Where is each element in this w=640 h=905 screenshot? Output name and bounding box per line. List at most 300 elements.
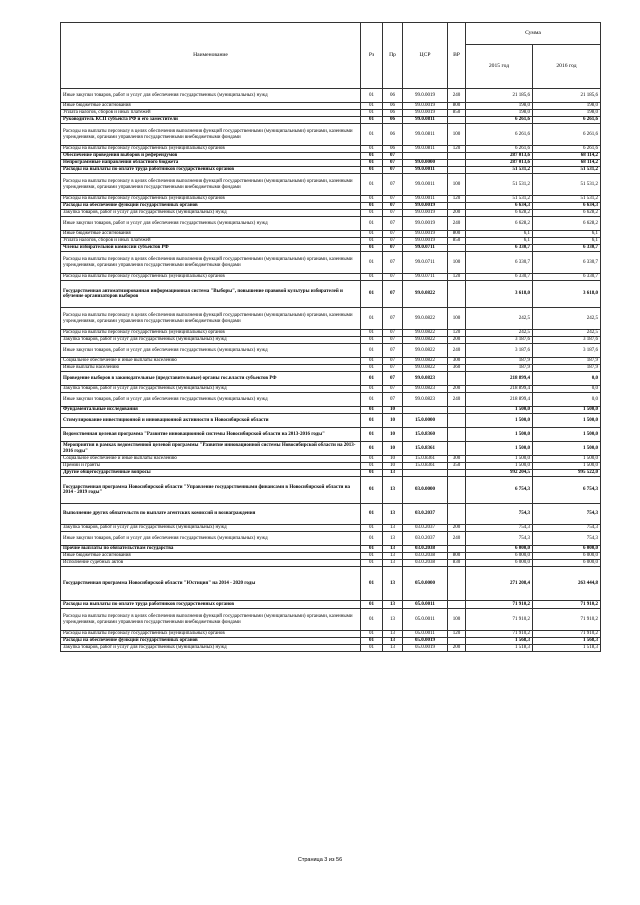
cell-y2: 1 568,3 <box>533 638 601 645</box>
cell-y1: 198,0 <box>466 110 533 117</box>
cell-y2: 263 444,8 <box>533 567 601 601</box>
table-row <box>61 393 601 407</box>
cell-pr: 07 <box>383 238 403 245</box>
cell-csr: 99.0.0019 <box>403 203 448 210</box>
cell-csr <box>403 153 448 160</box>
budget-table <box>60 22 601 652</box>
cell-vr: 200 <box>448 525 466 532</box>
cell-y2: 71 910,2 <box>533 631 601 638</box>
cell-y2: 187,9 <box>533 358 601 365</box>
cell-y2: 68 114,2 <box>533 160 601 167</box>
cell-rz: 01 <box>361 470 383 477</box>
cell-name: Ведомственная целевая программа "Развитие инновационной системы Новосибирской области на 2013-2016 годы" <box>61 428 361 442</box>
cell-rz: 01 <box>361 525 383 532</box>
cell-vr: 800 <box>448 231 466 238</box>
cell-y1: 754,3 <box>466 532 533 546</box>
cell-vr <box>448 245 466 252</box>
cell-name: Расходы на выплаты персоналу в целях обеспечения выполнения функций государственными (муниципальными) органами, казенными учреждениями, органами управления государственными внебюджетными фондами <box>61 609 361 631</box>
cell-pr: 07 <box>383 217 403 231</box>
cell-name: Проведение выборов в законодательные (представительные) органы гос.власти субъектов РФ <box>61 372 361 386</box>
cell-y2: 242,5 <box>533 308 601 330</box>
cell-y2: 6 330,7 <box>533 245 601 252</box>
cell-name: Уплата налогов, сборов и иных платежей <box>61 238 361 245</box>
cell-vr <box>448 153 466 160</box>
table-row <box>61 160 601 167</box>
table-row <box>61 553 601 560</box>
table-row <box>61 103 601 110</box>
cell-pr: 06 <box>383 124 403 146</box>
cell-pr: 07 <box>383 337 403 344</box>
cell-pr: 07 <box>383 330 403 337</box>
cell-pr: 13 <box>383 525 403 532</box>
cell-y2: 1 500,0 <box>533 442 601 456</box>
cell-name: Расходы на выплаты по оплате труда работников государственных органов <box>61 601 361 609</box>
cell-rz: 01 <box>361 124 383 146</box>
table-row <box>61 638 601 645</box>
cell-rz: 01 <box>361 146 383 153</box>
cell-vr <box>448 567 466 601</box>
table-row <box>61 217 601 231</box>
table-row <box>61 110 601 117</box>
cell-y2: 1 500,0 <box>533 407 601 414</box>
cell-pr: 13 <box>383 631 403 638</box>
cell-vr <box>448 601 466 609</box>
table-row <box>61 117 601 124</box>
table-row <box>61 631 601 638</box>
cell-vr <box>448 160 466 167</box>
cell-pr: 10 <box>383 456 403 463</box>
cell-rz: 01 <box>361 153 383 160</box>
cell-name: Руководитель КСП субъекта РФ и его заместители <box>61 117 361 124</box>
cell-y1: 6 000,0 <box>466 546 533 553</box>
cell-name: Исполнение судебных актов <box>61 560 361 567</box>
cell-y1: 6 000,0 <box>466 553 533 560</box>
cell-y2: 0,0 <box>533 386 601 393</box>
cell-pr: 10 <box>383 428 403 442</box>
cell-pr: 13 <box>383 609 403 631</box>
cell-rz: 01 <box>361 504 383 525</box>
cell-y2: 6 261,6 <box>533 124 601 146</box>
cell-y2: 6 261,6 <box>533 146 601 153</box>
cell-y2: 21 185,6 <box>533 89 601 103</box>
cell-y1: 1 500,0 <box>466 414 533 428</box>
cell-vr: 360 <box>448 365 466 372</box>
cell-y1: 6 330,7 <box>466 245 533 252</box>
cell-y1: 1 568,3 <box>466 638 533 645</box>
cell-name: Расходы на обеспечение функций государственных органов <box>61 638 361 645</box>
cell-rz: 01 <box>361 386 383 393</box>
cell-vr <box>448 407 466 414</box>
cell-y1: 3 187,6 <box>466 344 533 358</box>
cell-csr: 03.0.2038 <box>403 546 448 553</box>
cell-rz: 01 <box>361 393 383 407</box>
cell-rz: 01 <box>361 308 383 330</box>
header-sum: Сумма <box>466 23 601 45</box>
table-row <box>61 463 601 470</box>
table-row <box>61 281 601 308</box>
cell-name: Расходы на выплаты персоналу государственных (муниципальных) органов <box>61 196 361 203</box>
header-rz: Рз <box>361 23 383 89</box>
cell-pr: 06 <box>383 117 403 124</box>
cell-vr: 800 <box>448 553 466 560</box>
cell-vr: 240 <box>448 532 466 546</box>
cell-name: Прочие выплаты по обязательствам государства <box>61 546 361 553</box>
table-row <box>61 525 601 532</box>
table-row <box>61 153 601 160</box>
cell-csr: 03.0.2037 <box>403 532 448 546</box>
cell-name: Расходы на выплаты персоналу в целях обеспечения выполнения функций государственными (муниципальными) органами, казенными учреждениями, органами управления государственными внебюджетными фондами <box>61 252 361 274</box>
cell-csr: 15.0.8360 <box>403 428 448 442</box>
cell-y2: 187,9 <box>533 365 601 372</box>
cell-name: Стимулирование инвестиционной и инновационной активности в Новосибирской области <box>61 414 361 428</box>
cell-y1: 242,5 <box>466 330 533 337</box>
cell-y1: 71 910,2 <box>466 601 533 609</box>
cell-y1: 6 330,7 <box>466 274 533 281</box>
cell-pr: 13 <box>383 638 403 645</box>
cell-y1: 1 500,0 <box>466 442 533 456</box>
cell-csr: 99.0.0711 <box>403 252 448 274</box>
cell-y1: 6 000,0 <box>466 560 533 567</box>
cell-name: Члены избирательной комиссии субъектов РФ <box>61 245 361 252</box>
cell-rz: 01 <box>361 546 383 553</box>
cell-csr: 03.0.2037 <box>403 504 448 525</box>
cell-name: Непрограммные направления областного бюджета <box>61 160 361 167</box>
cell-csr: 99.0.0811 <box>403 146 448 153</box>
cell-vr: 300 <box>448 456 466 463</box>
cell-y1: 6,1 <box>466 231 533 238</box>
cell-rz: 01 <box>361 344 383 358</box>
table-row <box>61 344 601 358</box>
cell-y2: 1 518,3 <box>533 645 601 652</box>
table-row <box>61 167 601 174</box>
cell-y1: 3 187,6 <box>466 337 533 344</box>
cell-y1: 6 628,2 <box>466 217 533 231</box>
cell-csr: 05.0.0000 <box>403 567 448 601</box>
cell-csr: 15.0.8361 <box>403 456 448 463</box>
cell-pr: 10 <box>383 463 403 470</box>
cell-vr: 100 <box>448 252 466 274</box>
cell-vr: 120 <box>448 274 466 281</box>
cell-y2: 51 531,2 <box>533 174 601 196</box>
cell-csr <box>403 407 448 414</box>
cell-name: Иные закупки товаров, работ и услуг для обеспечения государственных (муниципальных) нужд <box>61 393 361 407</box>
cell-y1: 218 899,4 <box>466 386 533 393</box>
cell-pr: 06 <box>383 110 403 117</box>
cell-vr <box>448 546 466 553</box>
cell-csr: 99.0.0823 <box>403 372 448 386</box>
cell-name: Закупка товаров, работ и услуг для государственных (муниципальных) нужд <box>61 210 361 217</box>
cell-y1: 1 500,0 <box>466 456 533 463</box>
cell-name: Обеспечение проведения выборов и референдумов <box>61 153 361 160</box>
cell-y1: 1 500,0 <box>466 463 533 470</box>
cell-rz: 01 <box>361 442 383 456</box>
cell-csr: 99.0.0711 <box>403 245 448 252</box>
cell-pr: 07 <box>383 281 403 308</box>
cell-y2: 51 531,2 <box>533 167 601 174</box>
table-row <box>61 89 601 103</box>
cell-vr <box>448 117 466 124</box>
cell-vr: 120 <box>448 631 466 638</box>
cell-rz: 01 <box>361 372 383 386</box>
table-row <box>61 337 601 344</box>
cell-csr: 99.0.0822 <box>403 308 448 330</box>
cell-csr: 05.0.0011 <box>403 631 448 638</box>
cell-y2: 6 000,0 <box>533 546 601 553</box>
cell-csr: 99.0.0019 <box>403 238 448 245</box>
cell-vr: 200 <box>448 645 466 652</box>
table-row <box>61 456 601 463</box>
table-row <box>61 407 601 414</box>
cell-rz: 01 <box>361 567 383 601</box>
cell-name: Расходы на выплаты персоналу государственных (муниципальных) органов <box>61 274 361 281</box>
cell-y1: 242,5 <box>466 308 533 330</box>
cell-vr: 100 <box>448 124 466 146</box>
cell-y1: 6 261,6 <box>466 117 533 124</box>
cell-y2: 71 910,2 <box>533 609 601 631</box>
cell-csr: 03.0.2038 <box>403 553 448 560</box>
cell-csr: 03.0.2037 <box>403 525 448 532</box>
cell-y2: 6 330,7 <box>533 274 601 281</box>
cell-csr: 05.0.0011 <box>403 601 448 609</box>
cell-y2: 6 330,7 <box>533 252 601 274</box>
table-row <box>61 365 601 372</box>
cell-rz: 01 <box>361 365 383 372</box>
cell-vr <box>448 504 466 525</box>
cell-y1: 51 531,2 <box>466 174 533 196</box>
cell-vr: 240 <box>448 344 466 358</box>
cell-name: Иные закупки товаров, работ и услуг для обеспечения государственных (муниципальных) нужд <box>61 532 361 546</box>
cell-y2: 3 187,6 <box>533 344 601 358</box>
cell-y1: 187,9 <box>466 365 533 372</box>
cell-y1: 218 899,4 <box>466 372 533 386</box>
cell-pr: 07 <box>383 386 403 393</box>
cell-rz: 01 <box>361 414 383 428</box>
cell-pr: 13 <box>383 645 403 652</box>
cell-rz: 01 <box>361 463 383 470</box>
cell-y1: 287 013,6 <box>466 153 533 160</box>
cell-y2: 1 500,0 <box>533 428 601 442</box>
cell-pr: 07 <box>383 160 403 167</box>
cell-rz: 01 <box>361 601 383 609</box>
cell-pr: 07 <box>383 174 403 196</box>
cell-rz: 01 <box>361 553 383 560</box>
cell-csr: 99.0.0811 <box>403 124 448 146</box>
cell-csr: 99.0.0000 <box>403 160 448 167</box>
cell-y1: 271 208,4 <box>466 567 533 601</box>
cell-rz: 01 <box>361 196 383 203</box>
cell-rz: 01 <box>361 110 383 117</box>
cell-name: Иные бюджетные ассигнования <box>61 103 361 110</box>
table-row <box>61 601 601 609</box>
cell-vr <box>448 414 466 428</box>
cell-pr: 06 <box>383 146 403 153</box>
cell-vr: 100 <box>448 174 466 196</box>
cell-name: Другие общегосударственные вопросы <box>61 470 361 477</box>
cell-rz: 01 <box>361 252 383 274</box>
cell-y2: 6 628,2 <box>533 210 601 217</box>
cell-rz: 01 <box>361 560 383 567</box>
cell-csr: 99.0.0822 <box>403 344 448 358</box>
cell-y2: 68 114,2 <box>533 153 601 160</box>
cell-y2: 242,5 <box>533 330 601 337</box>
cell-rz: 01 <box>361 174 383 196</box>
table-row <box>61 442 601 456</box>
cell-pr: 07 <box>383 358 403 365</box>
table-row <box>61 477 601 504</box>
cell-y2: 6 000,0 <box>533 560 601 567</box>
cell-pr: 13 <box>383 504 403 525</box>
cell-csr: 99.0.0011 <box>403 196 448 203</box>
table-row <box>61 372 601 386</box>
header-pr: Пр <box>383 23 403 89</box>
cell-pr: 13 <box>383 601 403 609</box>
cell-csr: 99.0.0011 <box>403 174 448 196</box>
cell-vr: 350 <box>448 463 466 470</box>
cell-name: Выполнение других обязательств по выплате агентских комиссий и вознаграждения <box>61 504 361 525</box>
header-name: Наименование <box>61 23 361 89</box>
header-year-2016: 2016 год <box>533 45 601 89</box>
cell-rz: 01 <box>361 407 383 414</box>
cell-y1: 6 634,3 <box>466 203 533 210</box>
cell-name: Государственная программа Новосибирской области "Управление государственными финансами в Новосибирской области на 2014 - 2019 годы" <box>61 477 361 504</box>
cell-name: Расходы на выплаты персоналу в целях обеспечения выполнения функций государственными (муниципальными) органами, казенными учреждениями, органами управления государственными внебюджетными фондами <box>61 308 361 330</box>
cell-vr: 100 <box>448 609 466 631</box>
cell-pr: 07 <box>383 245 403 252</box>
cell-pr: 06 <box>383 103 403 110</box>
cell-name: Фундаментальные исследования <box>61 407 361 414</box>
cell-y1: 6,1 <box>466 238 533 245</box>
cell-y2: 3 618,0 <box>533 281 601 308</box>
cell-vr <box>448 203 466 210</box>
cell-y1: 6 628,2 <box>466 210 533 217</box>
cell-rz: 01 <box>361 160 383 167</box>
table-row <box>61 358 601 365</box>
cell-rz: 01 <box>361 238 383 245</box>
cell-vr <box>448 442 466 456</box>
cell-y2: 198,0 <box>533 110 601 117</box>
cell-y2: 754,3 <box>533 504 601 525</box>
cell-vr: 100 <box>448 308 466 330</box>
cell-pr: 13 <box>383 553 403 560</box>
cell-vr <box>448 281 466 308</box>
table-row <box>61 386 601 393</box>
cell-y2: 1 500,0 <box>533 456 601 463</box>
cell-y1: 218 899,4 <box>466 393 533 407</box>
cell-rz: 01 <box>361 89 383 103</box>
cell-vr: 240 <box>448 217 466 231</box>
cell-y2: 754,3 <box>533 532 601 546</box>
cell-vr: 120 <box>448 146 466 153</box>
cell-rz: 01 <box>361 281 383 308</box>
cell-y1: 6 330,7 <box>466 252 533 274</box>
cell-csr: 99.0.0822 <box>403 365 448 372</box>
cell-pr: 07 <box>383 365 403 372</box>
table-header <box>61 23 601 89</box>
cell-pr: 13 <box>383 532 403 546</box>
cell-y2: 6 000,0 <box>533 553 601 560</box>
cell-y1: 6 754,3 <box>466 477 533 504</box>
cell-y1: 754,3 <box>466 504 533 525</box>
cell-y1: 71 910,2 <box>466 631 533 638</box>
cell-rz: 01 <box>361 477 383 504</box>
cell-pr: 07 <box>383 274 403 281</box>
cell-rz: 01 <box>361 103 383 110</box>
cell-csr: 99.0.0019 <box>403 103 448 110</box>
cell-rz: 01 <box>361 609 383 631</box>
cell-pr: 07 <box>383 196 403 203</box>
cell-y1: 992 204,5 <box>466 470 533 477</box>
cell-vr: 830 <box>448 560 466 567</box>
cell-vr <box>448 638 466 645</box>
cell-csr: 15.0.8361 <box>403 463 448 470</box>
cell-rz: 01 <box>361 631 383 638</box>
table-row <box>61 203 601 210</box>
header-csr: ЦСР <box>403 23 448 89</box>
cell-y1: 1 500,0 <box>466 428 533 442</box>
cell-y2: 198,0 <box>533 103 601 110</box>
cell-vr: 240 <box>448 89 466 103</box>
cell-rz: 01 <box>361 358 383 365</box>
cell-pr: 10 <box>383 414 403 428</box>
cell-rz: 01 <box>361 231 383 238</box>
cell-y1: 1 518,3 <box>466 645 533 652</box>
cell-pr: 13 <box>383 546 403 553</box>
cell-vr: 200 <box>448 337 466 344</box>
cell-y2: 1 500,0 <box>533 463 601 470</box>
table-row <box>61 504 601 525</box>
table-row <box>61 560 601 567</box>
cell-pr: 07 <box>383 203 403 210</box>
cell-name: Иные выплаты населению <box>61 365 361 372</box>
cell-y1: 6 261,6 <box>466 146 533 153</box>
table-row <box>61 428 601 442</box>
cell-csr: 15.0.8361 <box>403 442 448 456</box>
cell-vr: 800 <box>448 103 466 110</box>
cell-vr <box>448 372 466 386</box>
cell-rz: 01 <box>361 330 383 337</box>
cell-pr: 06 <box>383 89 403 103</box>
cell-y2: 71 910,2 <box>533 601 601 609</box>
cell-pr: 07 <box>383 231 403 238</box>
cell-vr <box>448 167 466 174</box>
cell-rz: 01 <box>361 532 383 546</box>
cell-csr: 03.0.0000 <box>403 477 448 504</box>
cell-vr: 850 <box>448 110 466 117</box>
cell-name: Расходы на выплаты персоналу в целях обеспечения выполнения функций государственными (муниципальными) органами, казенными учреждениями, органами управления государственными внебюджетными фондами <box>61 174 361 196</box>
cell-pr: 13 <box>383 567 403 601</box>
table-row <box>61 470 601 477</box>
cell-pr: 13 <box>383 470 403 477</box>
cell-rz: 01 <box>361 117 383 124</box>
cell-name: Расходы на выплаты персоналу в целях обеспечения выполнения функций государственными (муниципальными) органами, казенными учреждениями, органами управления государственными внебюджетными фондами <box>61 124 361 146</box>
cell-csr: 99.0.0019 <box>403 110 448 117</box>
cell-vr: 120 <box>448 196 466 203</box>
cell-name: Иные закупки товаров, работ и услуг для обеспечения государственных (муниципальных) нужд <box>61 89 361 103</box>
table-row <box>61 609 601 631</box>
cell-csr: 99.0.0011 <box>403 167 448 174</box>
cell-y1: 21 185,6 <box>466 89 533 103</box>
cell-y1: 71 910,2 <box>466 609 533 631</box>
cell-rz: 01 <box>361 203 383 210</box>
table-row <box>61 196 601 203</box>
cell-name: Расходы на выплаты персоналу государственных (муниципальных) органов <box>61 330 361 337</box>
cell-y2: 6 634,3 <box>533 203 601 210</box>
table-row <box>61 146 601 153</box>
cell-name: Закупка товаров, работ и услуг для государственных (муниципальных) нужд <box>61 645 361 652</box>
cell-name: Закупка товаров, работ и услуг для государственных (муниципальных) нужд <box>61 525 361 532</box>
cell-y1: 187,9 <box>466 358 533 365</box>
table-row <box>61 252 601 274</box>
